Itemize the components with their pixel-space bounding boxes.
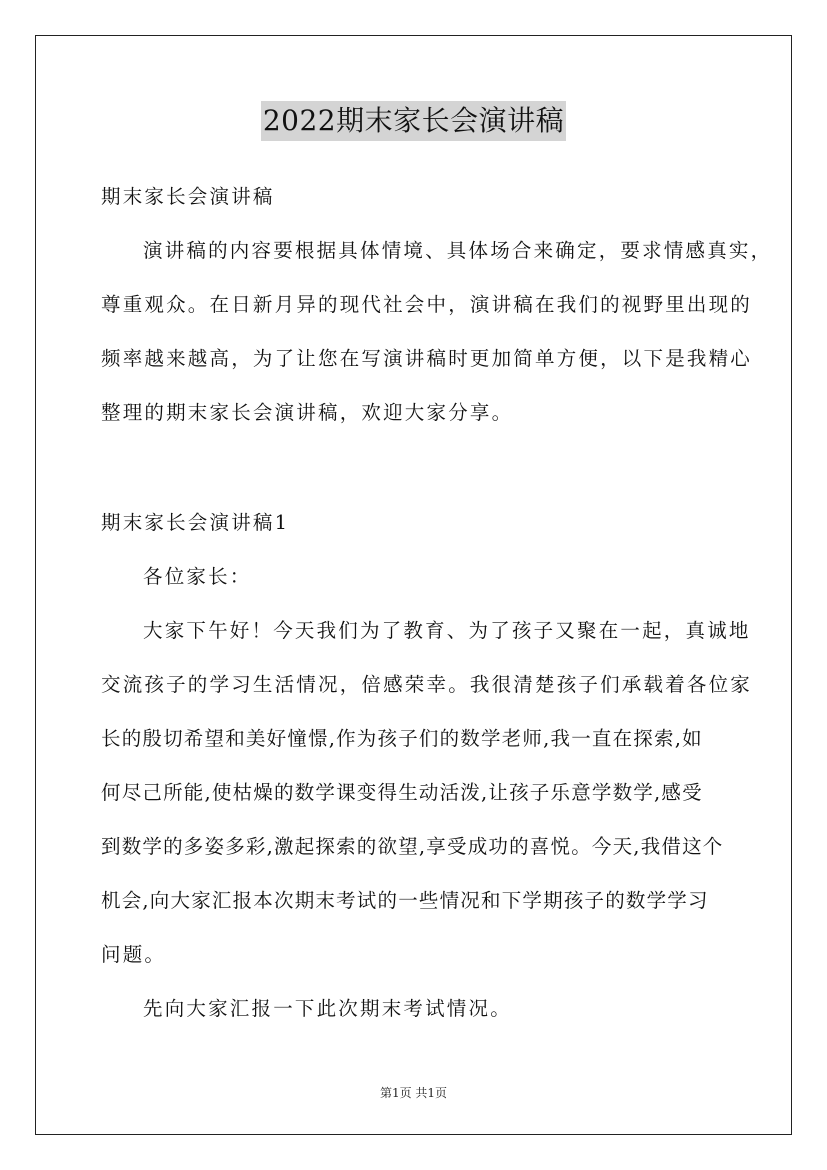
body-line-1: 大家下午好！今天我们为了教育、为了孩子又聚在一起，真诚地 <box>143 619 751 642</box>
body-line-6: 机会,向大家汇报本次期末考试的一些情况和下学期孩子的数学学习 <box>101 889 709 912</box>
page-footer: 第1页 共1页 <box>379 1086 448 1100</box>
body-line-3: 长的殷切希望和美好憧憬,作为孩子们的数学老师,我一直在探索,如 <box>101 727 703 750</box>
intro-line-4: 整理的期末家长会演讲稿，欢迎大家分享。 <box>101 401 514 424</box>
body-line-5: 到数学的多姿多彩,激起探索的欲望,享受成功的喜悦。今天,我借这个 <box>101 835 724 858</box>
intro-line-3: 频率越来越高，为了让您在写演讲稿时更加简单方便，以下是我精心 <box>101 347 753 370</box>
section-heading: 期末家长会演讲稿1 <box>101 511 290 534</box>
greeting: 各位家长： <box>143 565 252 588</box>
body-line-2: 交流孩子的学习生活情况，倍感荣幸。我很清楚孩子们承载着各位家 <box>101 673 753 696</box>
title-container <box>0 101 827 141</box>
body-line-7: 问题。 <box>101 943 167 966</box>
subtitle: 期末家长会演讲稿 <box>101 185 275 208</box>
intro-line-1: 演讲稿的内容要根据具体情境、具体场合来确定，要求情感真实， <box>143 239 773 262</box>
closing-line: 先向大家汇报一下此次期末考试情况。 <box>143 997 512 1020</box>
body-line-4: 何尽己所能,使枯燥的数学课变得生动活泼,让孩子乐意学数学,感受 <box>101 781 703 804</box>
document-title: 2022期末家长会演讲稿 <box>261 101 566 141</box>
intro-line-2: 尊重观众。在日新月异的现代社会中，演讲稿在我们的视野里出现的 <box>101 293 753 316</box>
